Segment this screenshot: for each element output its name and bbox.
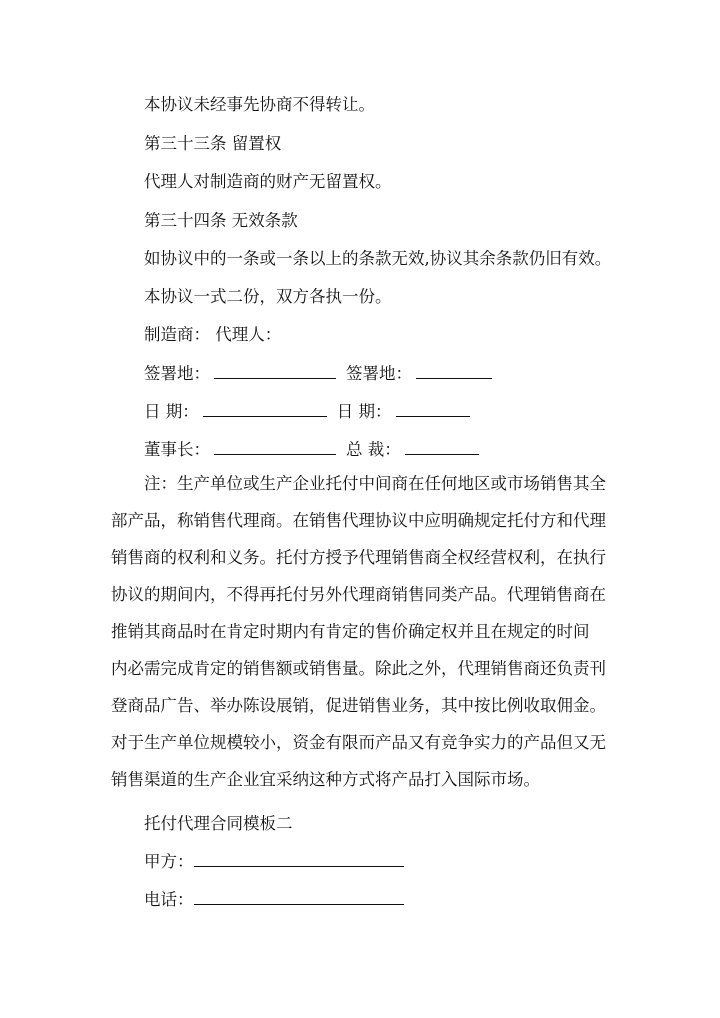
note-row: 销售商的权利和义务。托付方授予代理销售商全权经营权利，在执行 xyxy=(111,548,606,567)
signature-place-row xyxy=(144,363,492,385)
party-a-row xyxy=(144,851,404,873)
party-a-blank xyxy=(194,852,404,867)
article-34-heading: 第三十四条 无效条款 xyxy=(144,211,298,230)
phone-blank xyxy=(194,890,404,905)
note-row: 注：生产单位或生产企业托付中间商在任何地区或市场销售其全 xyxy=(144,474,606,493)
signature-title-row xyxy=(144,439,479,461)
note-row: 登商品广告、举办陈设展销，促进销售业务，其中按比例收取佣金。 xyxy=(111,696,606,715)
note-row: 部产品，称销售代理商。在销售代理协议中应明确规定托付方和代理 xyxy=(111,511,606,530)
place-blank-manufacturer xyxy=(214,364,336,379)
article-34-text: 如协议中的一条或一条以上的条款无效,协议其余条款仍旧有效。 xyxy=(144,249,612,268)
place-label-agent: 签署地： xyxy=(346,364,412,383)
copies-clause: 本协议一式二份，双方各执一份。 xyxy=(144,287,392,306)
chairman-label: 董事长： xyxy=(144,440,210,459)
article-33-heading: 第三十三条 留置权 xyxy=(144,134,282,153)
date-label-agent: 日 期： xyxy=(336,402,392,421)
note-row: 销售渠道的生产企业宜采纳这种方式将产品打入国际市场。 xyxy=(111,770,540,789)
president-label: 总 裁： xyxy=(346,440,401,459)
note-row: 对于生产单位规模较小，资金有限而产品又有竞争实力的产品但又无 xyxy=(111,733,606,752)
chairman-blank xyxy=(214,440,336,455)
note-row: 协议的期间内，不得再托付另外代理商销售同类产品。代理销售商在 xyxy=(111,585,606,604)
date-blank-manufacturer xyxy=(203,402,327,417)
template-2-title: 托付代理合同模板二 xyxy=(144,814,293,833)
place-blank-agent xyxy=(416,364,492,379)
president-blank xyxy=(405,440,479,455)
signature-parties: 制造商： 代理人： xyxy=(144,325,282,344)
date-blank-agent xyxy=(396,402,470,417)
note-row: 内必需完成肯定的销售额或销售量。除此之外，代理销售商还负责刊 xyxy=(111,659,606,678)
party-a-label: 甲方： xyxy=(144,852,194,871)
note-row: 推销其商品时在肯定时期内有肯定的售价确定权并且在规定的时间 xyxy=(111,622,590,641)
article-33-text: 代理人对制造商的财产无留置权。 xyxy=(144,172,392,191)
transfer-clause: 本协议未经事先协商不得转让。 xyxy=(144,95,375,114)
place-label-manufacturer: 签署地： xyxy=(144,364,210,383)
phone-label: 电话： xyxy=(144,890,194,909)
signature-date-row xyxy=(144,401,470,423)
phone-row xyxy=(144,889,404,911)
note-paragraph xyxy=(111,465,614,798)
date-label-manufacturer: 日 期： xyxy=(144,402,199,421)
